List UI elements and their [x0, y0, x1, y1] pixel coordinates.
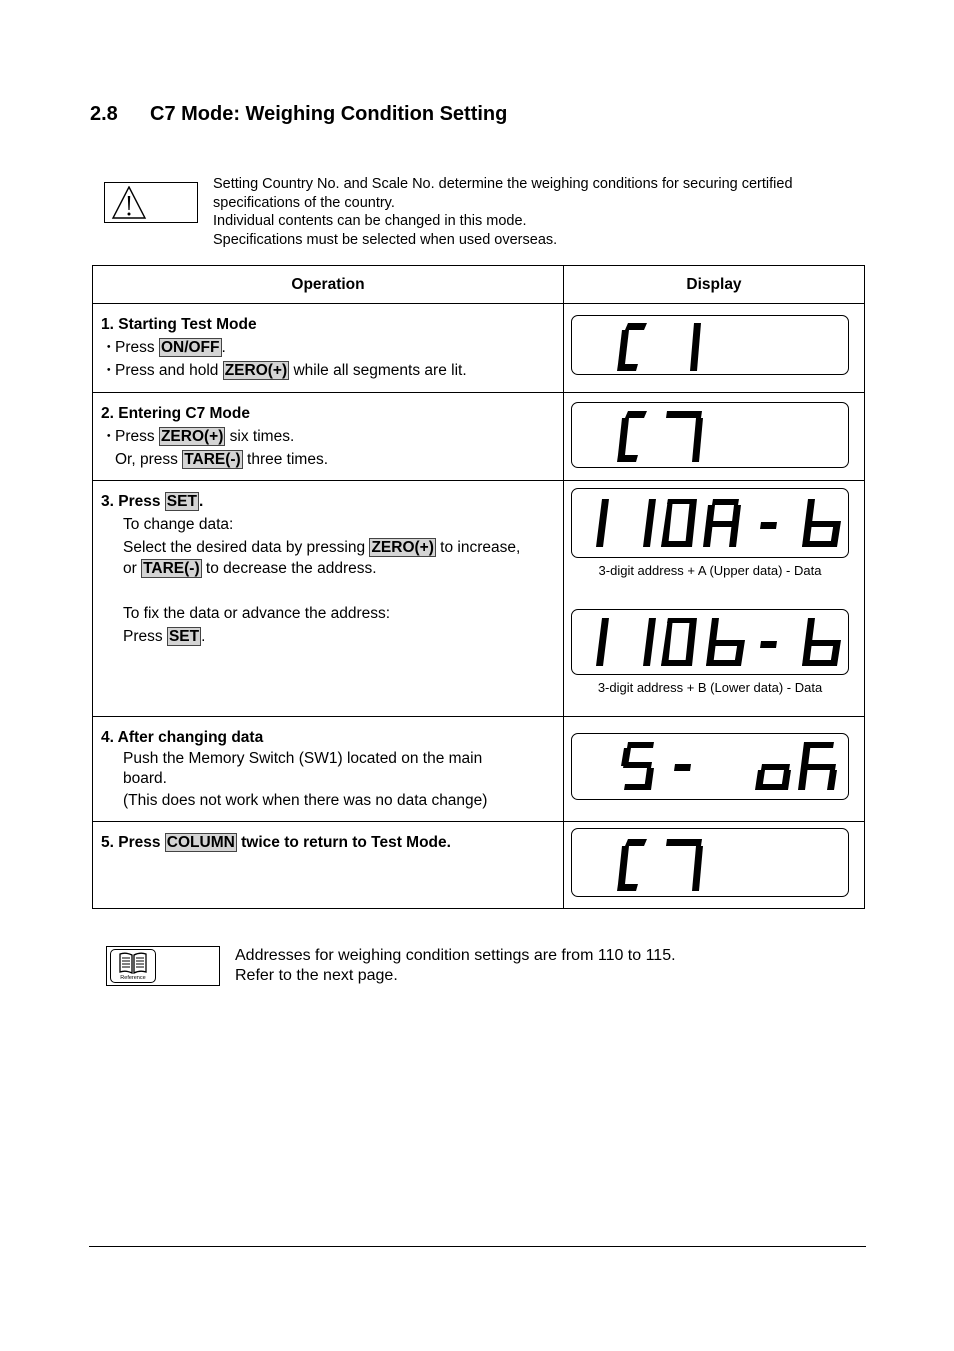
lcd-display: [571, 733, 849, 800]
section-title: [90, 103, 507, 126]
lcd-readout-s-ok: [572, 734, 850, 801]
step-text: .: [201, 628, 206, 645]
bullet: ・: [101, 428, 117, 445]
step-heading: 4. After changing data: [101, 729, 264, 746]
reference-book-icon: [110, 949, 156, 983]
step-heading: 1. Starting Test Mode: [101, 316, 257, 333]
display-cell: [564, 717, 865, 822]
footer-divider: [89, 1246, 866, 1247]
display-cell: [564, 481, 865, 717]
table-row: [93, 393, 865, 481]
caution-line: Setting Country No. and Scale No. determine the weighing conditions for securing certified: [213, 176, 793, 192]
lcd-display: [571, 609, 849, 675]
reference-text: [235, 946, 676, 986]
lcd-readout-c1: [572, 316, 850, 376]
header-display: Display: [564, 266, 865, 304]
step-text: Press: [115, 339, 159, 356]
reference-line: Refer to the next page.: [235, 967, 398, 984]
caution-line: Specifications must be selected when used overseas.: [213, 231, 558, 248]
step-text: .: [221, 339, 226, 356]
bullet: ・: [101, 362, 117, 379]
reference-line: Addresses for weighing condition settings are from 110 to 115.: [235, 947, 676, 964]
key-on-off: ON/OFF: [160, 339, 220, 356]
table-row: [93, 822, 865, 909]
step-text: (This does not work when there was no data change): [123, 792, 488, 809]
lcd-readout-110a-b: [572, 489, 850, 559]
step-heading: 2. Entering C7 Mode: [101, 405, 250, 422]
caution-line: Individual contents can be changed in this mode.: [213, 213, 527, 229]
step-text: board.: [123, 770, 167, 787]
step-text: while all segments are lit.: [289, 362, 467, 379]
step-text: Press: [123, 628, 167, 645]
key-column: COLUMN: [166, 834, 235, 851]
step-text: to increase,: [435, 539, 521, 556]
step-text: To change data:: [123, 516, 234, 533]
display-caption: 3-digit address + A (Upper data) - Data: [598, 563, 822, 578]
operation-cell: [93, 304, 564, 393]
lcd-display: [571, 828, 849, 897]
lcd-readout-c7: [572, 403, 850, 469]
caution-line: specifications of the country.: [213, 194, 395, 211]
reference-box: [106, 946, 220, 986]
caution-triangle-icon: [111, 186, 151, 220]
operation-cell: [93, 481, 564, 717]
operation-cell: [93, 822, 564, 909]
step-text: six times.: [225, 428, 295, 445]
step-text: or: [123, 560, 142, 577]
section-heading: C7 Mode: Weighing Condition Setting: [150, 103, 508, 125]
reference-icon-label: Reference: [120, 975, 146, 981]
step-heading: twice to return to Test Mode.: [236, 834, 451, 851]
display-cell: [564, 393, 865, 481]
key-zero: ZERO(+): [224, 362, 288, 379]
table-header-row: [93, 266, 865, 304]
caution-text: [213, 175, 873, 249]
lcd-readout-110b-b: [572, 610, 850, 676]
lcd-display: [571, 402, 849, 468]
key-zero: ZERO(+): [371, 539, 434, 556]
table-row: [93, 304, 865, 393]
display-cell: [564, 304, 865, 393]
step-text: to decrease the address.: [201, 560, 377, 577]
step-text: Push the Memory Switch (SW1) located on the main: [123, 750, 483, 767]
caution-box: [104, 182, 198, 223]
section-number: 2.8: [90, 103, 118, 125]
lcd-display: [571, 488, 849, 558]
step-heading: 3. Press: [101, 493, 165, 510]
key-set: SET: [166, 493, 197, 510]
lcd-readout-c7: [572, 829, 850, 898]
display-caption: 3-digit address + B (Lower data) - Data: [597, 680, 823, 695]
lcd-display: [571, 315, 849, 375]
key-tare: TARE(-): [143, 560, 200, 577]
operation-table: [92, 265, 865, 909]
table-row: [93, 481, 865, 717]
key-tare: TARE(-): [184, 451, 241, 468]
step-text: Select the desired data by pressing: [123, 539, 370, 556]
bullet: ・: [101, 339, 117, 356]
step-text: three times.: [242, 451, 328, 468]
key-zero: ZERO(+): [160, 428, 224, 445]
table-row: [93, 717, 865, 822]
display-cell: [564, 822, 865, 909]
step-heading: 5. Press: [101, 834, 165, 851]
step-text: Press and hold: [115, 362, 223, 379]
operation-cell: [93, 393, 564, 481]
operation-cell: [93, 717, 564, 822]
header-operation: Operation: [93, 266, 564, 304]
step-text: Press: [115, 428, 159, 445]
step-text: Or, press: [115, 451, 183, 468]
step-heading: .: [198, 493, 204, 510]
key-set: SET: [168, 628, 200, 645]
step-text: To fix the data or advance the address:: [123, 605, 391, 622]
